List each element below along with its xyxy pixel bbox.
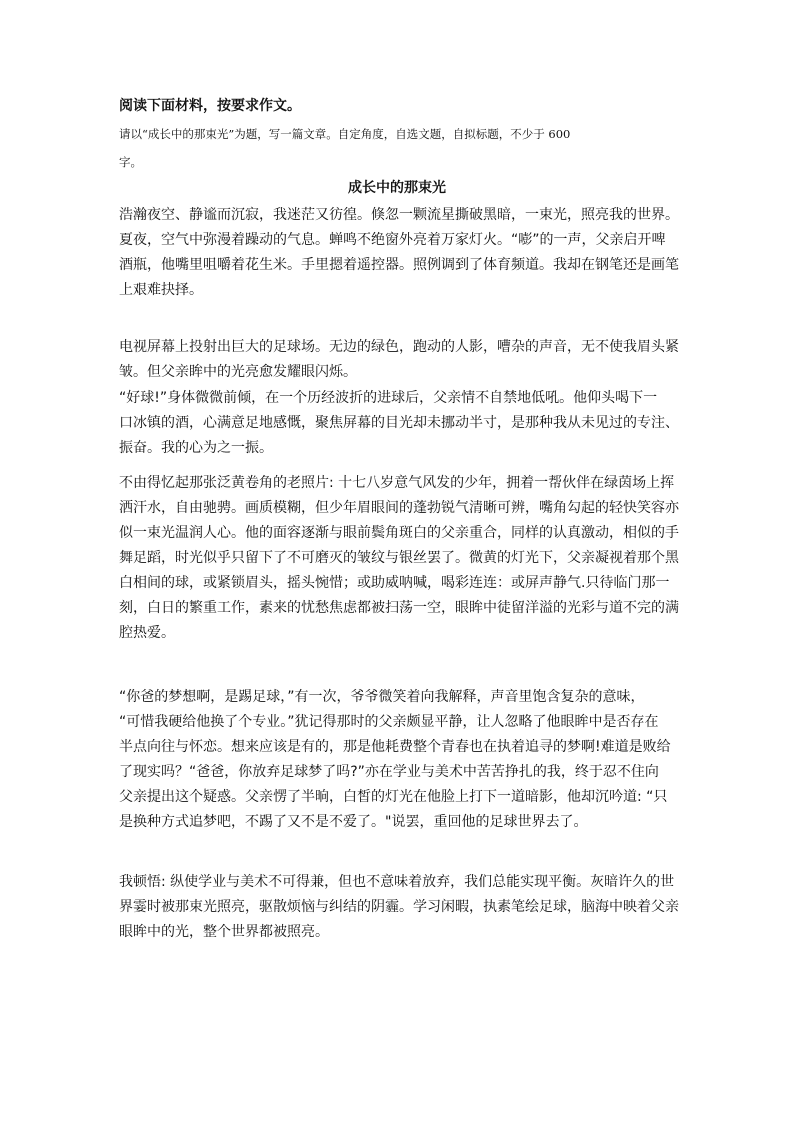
paragraph-line: 眼眸中的光，整个世界都被照亮。	[119, 924, 329, 940]
paragraph-line: 皱。但父亲眸中的光亮愈发耀眼闪烁。	[119, 364, 357, 380]
paragraph-line: 夏夜，空气中弥漫着躁动的气息。蝉鸣不绝窗外亮着万家灯火。“嘭”的一声，父亲启开啤	[119, 232, 666, 248]
paragraph-line: 白相间的球，或紧锁眉头，摇头惋惜；或助威呐喊，喝彩连连：或屏声静气.只待临门那一	[119, 575, 670, 591]
paragraph-2	[119, 335, 679, 385]
instruction-line-2: 字。	[119, 155, 142, 169]
paragraph-line: 半点向往与怀恋。想来应该是有的，那是他耗费整个青春也在执着追寻的梦啊!难道是败给	[119, 739, 671, 755]
paragraph-4	[119, 471, 679, 646]
paragraph-line: 父亲提出这个疑惑。父亲愣了半晌，白皙的灯光在他脸上打下一道暗影，他却沉吟道: “只	[119, 789, 668, 805]
paragraph-3	[119, 386, 679, 461]
paragraph-line: “你爸的梦想啊，是踢足球，”有一次，爷爷微笑着向我解释，声音里饱含复杂的意味，	[119, 689, 645, 705]
paragraph-line: 了现实吗？“爸爸，你放弃足球梦了吗?”亦在学业与美术中苦苦挣扎的我，终于忍不住向	[119, 764, 659, 780]
paragraph-line: 我顿悟: 纵使学业与美术不可得兼，但也不意味着放弃，我们总能实现平衡。灰暗许久的世	[119, 874, 675, 890]
essay-title: 成长中的那束光	[348, 180, 446, 196]
instruction-line-1: 请以“成长中的那束光”为题，写一篇文章。自定角度，自选文题，自拟标题，不少于 600	[119, 127, 571, 141]
paragraph-line: 电视屏幕上投射出巨大的足球场。无边的绿色，跑动的人影，嘈杂的声音，无不使我眉头紧	[119, 339, 679, 355]
paragraph-line: 舞足蹈，时光似乎只留下了不可磨灭的皱纹与银丝罢了。微黄的灯光下，父亲凝视着那个黑	[119, 550, 679, 566]
paragraph-line: 振奋。我的心为之一振。	[119, 440, 273, 456]
paragraph-line: 腔热爱。	[119, 625, 175, 641]
paragraph-line: 是换种方式追梦吧，不踢了又不是不爱了。"说罢，重回他的足球世界去了。	[119, 814, 588, 830]
paragraph-line: 刻，白日的繁重工作，素来的忧愁焦虑都被扫荡一空，眼眸中徒留洋溢的光彩与道不完的满	[119, 600, 679, 616]
paragraph-line: 上艰难抉择。	[119, 282, 203, 298]
instruction-heading: 阅读下面材料，按要求作文。	[119, 98, 301, 114]
paragraph-5	[119, 685, 679, 835]
paragraph-line: “可惜我硬给他换了个专业。”犹记得那时的父亲颇显平静，让人忽略了他眼眸中是否存在	[119, 714, 659, 730]
paragraph-line: 似一束光温润人心。他的面容逐渐与眼前鬓角斑白的父亲重合，同样的认真激动，相似的手	[119, 525, 679, 541]
paragraph-line: 浩瀚夜空、静谧而沉寂，我迷茫又彷徨。倏忽一颗流星撕破黑暗，一束光，照亮我的世界。	[119, 207, 679, 223]
paragraph-line: 酒瓶，他嘴里咀嚼着花生米。手里摁着遥控器。照例调到了体育频道。我却在钢笔还是画笔	[119, 257, 679, 273]
paragraph-line: 洒汗水，自由驰骋。画质模糊，但少年眉眼间的蓬勃锐气清晰可辨，嘴角勾起的轻快笑容亦	[119, 500, 679, 516]
paragraph-line: 不由得忆起那张泛黄卷角的老照片: 十七八岁意气风发的少年，拥着一帮伙伴在绿茵场上挥	[119, 475, 675, 491]
paragraph-line: 界霎时被那束光照亮，驱散烦恼与纠结的阴霾。学习闲暇，执素笔绘足球，脑海中映着父亲	[119, 899, 679, 915]
paragraph-line: “好球!”身体微微前倾，在一个历经波折的进球后，父亲情不自禁地低吼。他仰头喝下一	[119, 390, 658, 406]
paragraph-6	[119, 870, 679, 945]
paragraph-1	[119, 203, 679, 303]
paragraph-line: 口冰镇的酒，心满意足地感慨，聚焦屏幕的目光却未挪动半寸，是那种我从未见过的专注、	[119, 415, 679, 431]
